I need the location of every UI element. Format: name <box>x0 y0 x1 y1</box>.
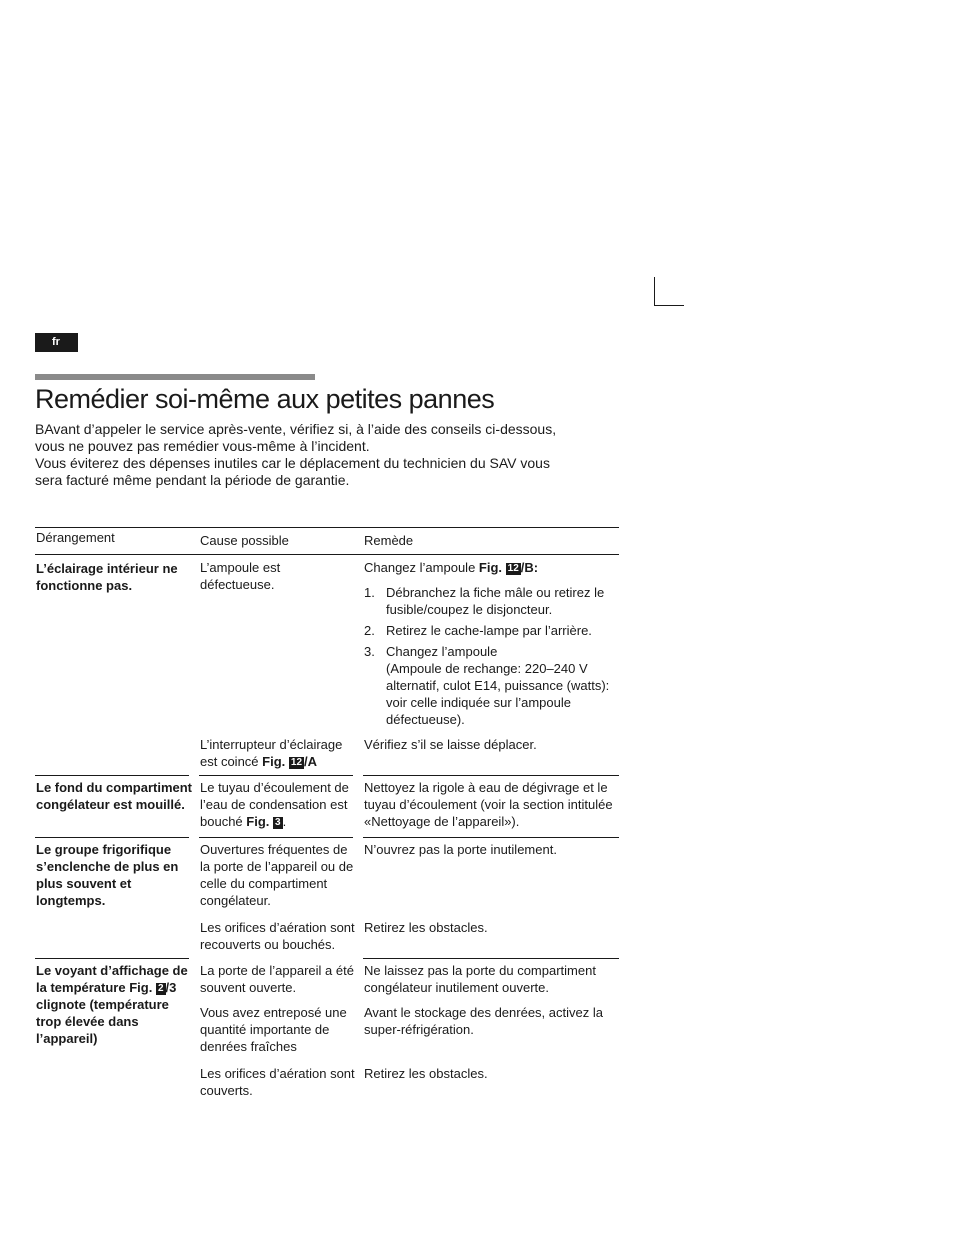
cause-cell <box>200 919 355 953</box>
cause-line: Ouvertures fréquentes de <box>200 842 348 857</box>
fault-cell <box>36 841 186 909</box>
fig-label: Fig. <box>478 560 503 575</box>
fault-line <box>36 979 186 996</box>
row-rule <box>199 775 353 776</box>
step-line: (Ampoule de rechange: 220–240 V <box>386 661 588 676</box>
remedy-cell <box>364 779 619 830</box>
cause-line: bouché Fig. 3 . <box>200 814 287 829</box>
fig-ref: /B: <box>520 560 539 575</box>
header-cause: Cause possible <box>200 533 289 548</box>
fault-cell <box>36 779 192 813</box>
fault-line: fonctionne pas. <box>36 578 133 593</box>
cause-cell <box>200 559 352 593</box>
crop-mark <box>654 277 684 306</box>
page-title: Remédier soi-même aux petites pannes <box>35 384 495 414</box>
fault-line: Le voyant d’affichage de <box>36 963 188 978</box>
remedy-cell: N’ouvrez pas la porte inutilement. <box>364 842 557 857</box>
header-fault: Dérangement <box>36 530 115 545</box>
step-number: 2. <box>364 623 375 638</box>
fault-line: L’éclairage intérieur ne <box>36 561 178 576</box>
step-item <box>364 643 619 728</box>
remedy-line: super-réfrigération. <box>364 1022 474 1037</box>
cause-line: Les orifices d’aération sont <box>200 1066 355 1081</box>
remedy-cell <box>364 962 619 996</box>
intro-line: sera facturé même pendant la période de garantie. <box>35 472 350 488</box>
cause-line: congélateur. <box>200 893 271 908</box>
cause-cell <box>200 1065 355 1099</box>
remedy-cell: Retirez les obstacles. <box>364 920 488 935</box>
cause-line: recouverts ou bouchés. <box>200 937 336 952</box>
remedy-cell: Retirez les obstacles. <box>364 1066 488 1081</box>
cause-line: la porte de l’appareil ou de <box>200 859 354 874</box>
cause-cell <box>200 779 352 830</box>
fig-label: Fig. <box>246 814 270 829</box>
fault-cell <box>36 560 186 594</box>
cause-line: L’ampoule est <box>200 560 281 575</box>
cause-line: couverts. <box>200 1083 253 1098</box>
row-rule <box>363 837 619 838</box>
cause-text: bouché <box>200 814 243 829</box>
remedy-line: Ne laissez pas la porte du compartiment <box>364 963 596 978</box>
cause-line: défectueuse. <box>200 577 275 592</box>
cause-line: l’eau de condensation est <box>200 797 348 812</box>
cause-text: est coincé <box>200 754 259 769</box>
fig-label: Fig. <box>262 754 286 769</box>
step-item <box>364 622 619 639</box>
figure-number-badge: 12 <box>507 563 519 574</box>
remedy-text: Changez l’ampoule <box>364 560 476 575</box>
intro-line: BAvant d’appeler le service après-vente, vérifiez si, à l’aide des conseils ci-dessous, <box>35 421 557 437</box>
language-badge: fr <box>35 333 78 352</box>
cause-line: Les orifices d’aération sont <box>200 920 355 935</box>
fault-line: trop élevée dans <box>36 1014 139 1029</box>
fault-cell <box>36 962 186 1047</box>
remedy-intro <box>364 559 619 576</box>
cause-line: La porte de l’appareil a été <box>200 963 354 978</box>
row-rule <box>35 837 189 838</box>
fault-line: longtemps. <box>36 893 106 908</box>
row-rule <box>199 837 353 838</box>
fault-line: plus souvent et <box>36 876 132 891</box>
fault-line: clignote (température <box>36 997 169 1012</box>
intro-text <box>35 421 605 489</box>
intro-line: vous ne pouvez pas remédier vous-même à l’incident. <box>35 438 370 454</box>
title-rule <box>35 374 315 380</box>
row-rule <box>35 958 189 959</box>
header-bottom-rule <box>35 554 619 555</box>
fault-line: congélateur est mouillé. <box>36 797 185 812</box>
fault-line: Le groupe frigorifique <box>36 842 172 857</box>
remedy-line: congélateur inutilement ouverte. <box>364 980 550 995</box>
remedy-line: tuyau d’écoulement (voir la section intitulée <box>364 797 613 812</box>
step-line: voir celle indiquée sur l’ampoule <box>386 695 571 710</box>
fault-line: s’enclenche de plus en <box>36 859 179 874</box>
cause-line: Le tuyau d’écoulement de <box>200 780 349 795</box>
cause-line: quantité importante de <box>200 1022 330 1037</box>
cause-cell <box>200 1004 352 1055</box>
remedy-line: Avant le stockage des denrées, activez la <box>364 1005 603 1020</box>
cause-cell <box>200 841 352 909</box>
table-top-rule <box>35 527 619 528</box>
step-number: 1. <box>364 585 375 600</box>
remedy-cell <box>364 1004 619 1038</box>
fault-text: la température Fig. <box>36 980 153 995</box>
figure-number-badge: 12 <box>290 757 303 768</box>
remedy-cell: Vérifiez s’il se laisse déplacer. <box>364 737 537 752</box>
step-line: défectueuse). <box>386 712 465 727</box>
row-rule <box>363 958 619 959</box>
fig-ref: /A <box>304 754 318 769</box>
cause-line: L’interrupteur d’éclairage <box>200 737 343 752</box>
intro-line: Vous éviterez des dépenses inutiles car le déplacement du technicien du SAV vous <box>35 455 550 471</box>
step-item <box>364 584 619 618</box>
fault-text: /3 <box>165 980 177 995</box>
step-number: 3. <box>364 644 375 659</box>
cause-line: celle du compartiment <box>200 876 328 891</box>
cause-cell <box>200 962 352 996</box>
row-rule <box>35 775 189 776</box>
step-line: fusible/coupez le disjoncteur. <box>386 602 553 617</box>
figure-number-badge: 3 <box>275 817 281 828</box>
step-line: Retirez le cache-lampe par l’arrière. <box>386 623 592 638</box>
cause-cell <box>200 736 352 770</box>
row-rule <box>363 775 619 776</box>
remedy-cell <box>364 559 619 728</box>
step-line: alternatif, culot E14, puissance (watts): <box>386 678 610 693</box>
cause-line: denrées fraîches <box>200 1039 297 1054</box>
figure-number-badge: 2 <box>157 983 164 994</box>
step-line: Débranchez la fiche mâle ou retirez le <box>386 585 605 600</box>
remedy-line: «Nettoyage de l’appareil»). <box>364 814 520 829</box>
step-line: Changez l’ampoule <box>386 644 498 659</box>
cause-line: Vous avez entreposé une <box>200 1005 347 1020</box>
remedy-line: Nettoyez la rigole à eau de dégivrage et le <box>364 780 608 795</box>
fault-line: Le fond du compartiment <box>36 780 192 795</box>
cause-line <box>200 753 352 770</box>
cause-line: souvent ouverte. <box>200 980 297 995</box>
header-remedy: Remède <box>364 533 414 548</box>
fault-line: l’appareil) <box>36 1031 98 1046</box>
